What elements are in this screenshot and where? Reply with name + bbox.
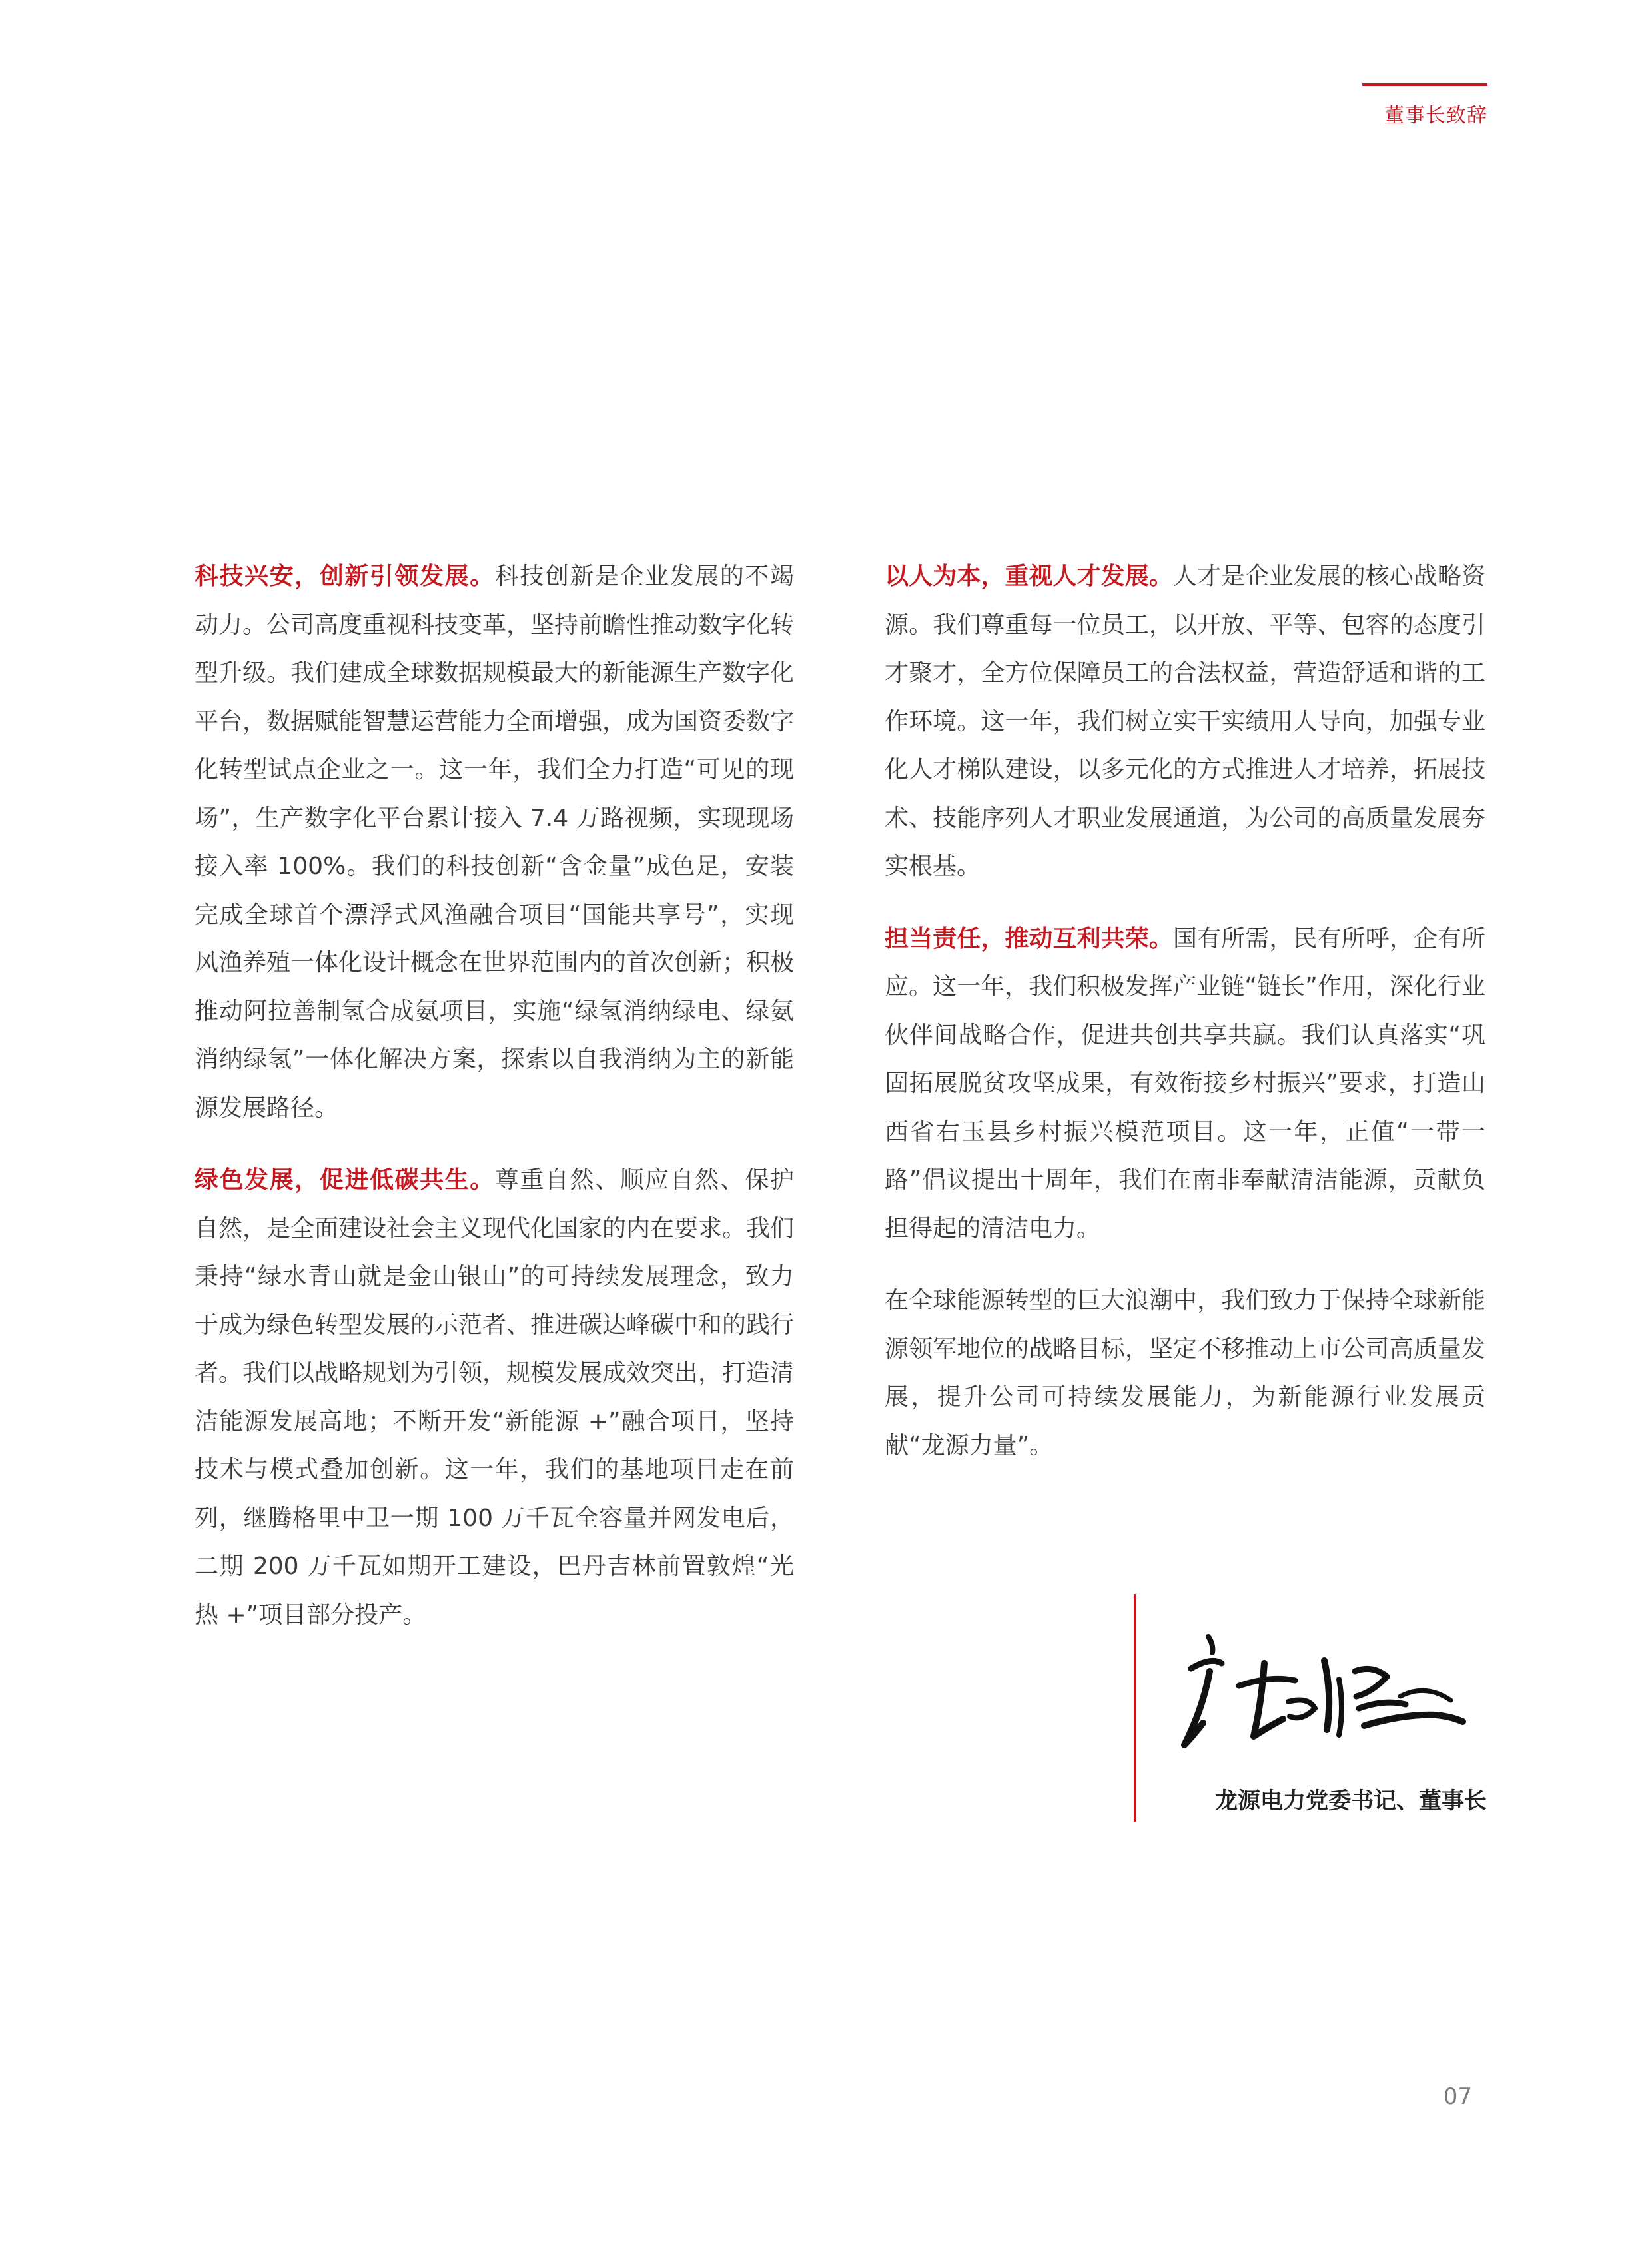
paragraph-responsibility [885, 915, 1485, 1254]
paragraph-closing [885, 1277, 1485, 1470]
paragraph-green-development [195, 1156, 794, 1639]
header-rule [1362, 83, 1487, 86]
page-number: 07 [1443, 2083, 1472, 2110]
handwritten-signature [1164, 1622, 1477, 1765]
paragraph-tech-innovation [195, 553, 794, 1132]
paragraph-lead: 以人为本，重视人才发展。 [885, 563, 1173, 590]
section-title: 董事长致辞 [1384, 104, 1487, 127]
paragraph-lead: 绿色发展，促进低碳共生。 [195, 1166, 495, 1194]
left-column [195, 553, 794, 1663]
paragraph-body: 人才是企业发展的核心战略资源。我们尊重每一位员工，以开放、平等、包容的态度引才聚才，全方位保障员工的合法权益，营造舒适和谐的工作环境。这一年，我们树立实干实绩用人导向，加强专业化人才梯队建设，以多元化的方式推进人才培养，拓展技术、技能序列人才职业发展通道，为公司的高质量发展夯实根基。 [885, 563, 1485, 880]
paragraph-body: 科技创新是企业发展的不竭动力。公司高度重视科技变革，坚持前瞻性推动数字化转型升级。我们建成全球数据规模最大的新能源生产数字化平台，数据赋能智慧运营能力全面增强，成为国资委数字化转型试点企业之一。这一年，我们全力打造“可见的现场”，生产数字化平台累计接入 7.4 万路视频，实现现场接入率 100%。我们的科技创新“含金量”成色足，安装完成全球首个漂浮式风渔融合项目“国能共享号”，实现风渔养殖一体化设计概念在世界范围内的首次创新；积极推动阿拉善制氢合成氨项目，实施“绿氢消纳绿电、绿氨消纳绿氢”一体化解决方案，探索以自我消纳为主的新能源发展路径。 [195, 563, 795, 1122]
paragraph-body: 在全球能源转型的巨大浪潮中，我们致力于保持全球新能源领军地位的战略目标，坚定不移推动上市公司高质量发展，提升公司可持续发展能力，为新能源行业发展贡献“龙源力量”。 [885, 1287, 1485, 1459]
signature-divider [1134, 1594, 1136, 1822]
signature-caption: 龙源电力党委书记、董事长 [1215, 1788, 1487, 1814]
right-column [885, 553, 1485, 1494]
paragraph-lead: 担当责任，推动互利共荣。 [885, 925, 1173, 952]
paragraph-lead: 科技兴安，创新引领发展。 [195, 563, 495, 590]
paragraph-talent [885, 553, 1485, 891]
paragraph-body: 国有所需，民有所呼，企有所应。这一年，我们积极发挥产业链“链长”作用，深化行业伙伴间战略合作，促进共创共享共赢。我们认真落实“巩固拓展脱贫攻坚成果，有效衔接乡村振兴”要求，打造山西省右玉县乡村振兴模范项目。这一年，正值“一带一路”倡议提出十周年，我们在南非奉献清洁能源，贡献负担得起的清洁电力。 [885, 925, 1485, 1242]
paragraph-body: 尊重自然、顺应自然、保护自然，是全面建设社会主义现代化国家的内在要求。我们秉持“绿水青山就是金山银山”的可持续发展理念，致力于成为绿色转型发展的示范者、推进碳达峰碳中和的践行者。我们以战略规划为引领，规模发展成效突出，打造清洁能源发展高地；不断开发“新能源 +”融合项目，坚持技术与模式叠加创新。这一年，我们的基地项目走在前列，继腾格里中卫一期 100 万千瓦全容量并网发电后，二期 200 万千瓦如期开工建设，巴丹吉林前置敦煌“光热 +”项目部分投产。 [195, 1166, 795, 1629]
